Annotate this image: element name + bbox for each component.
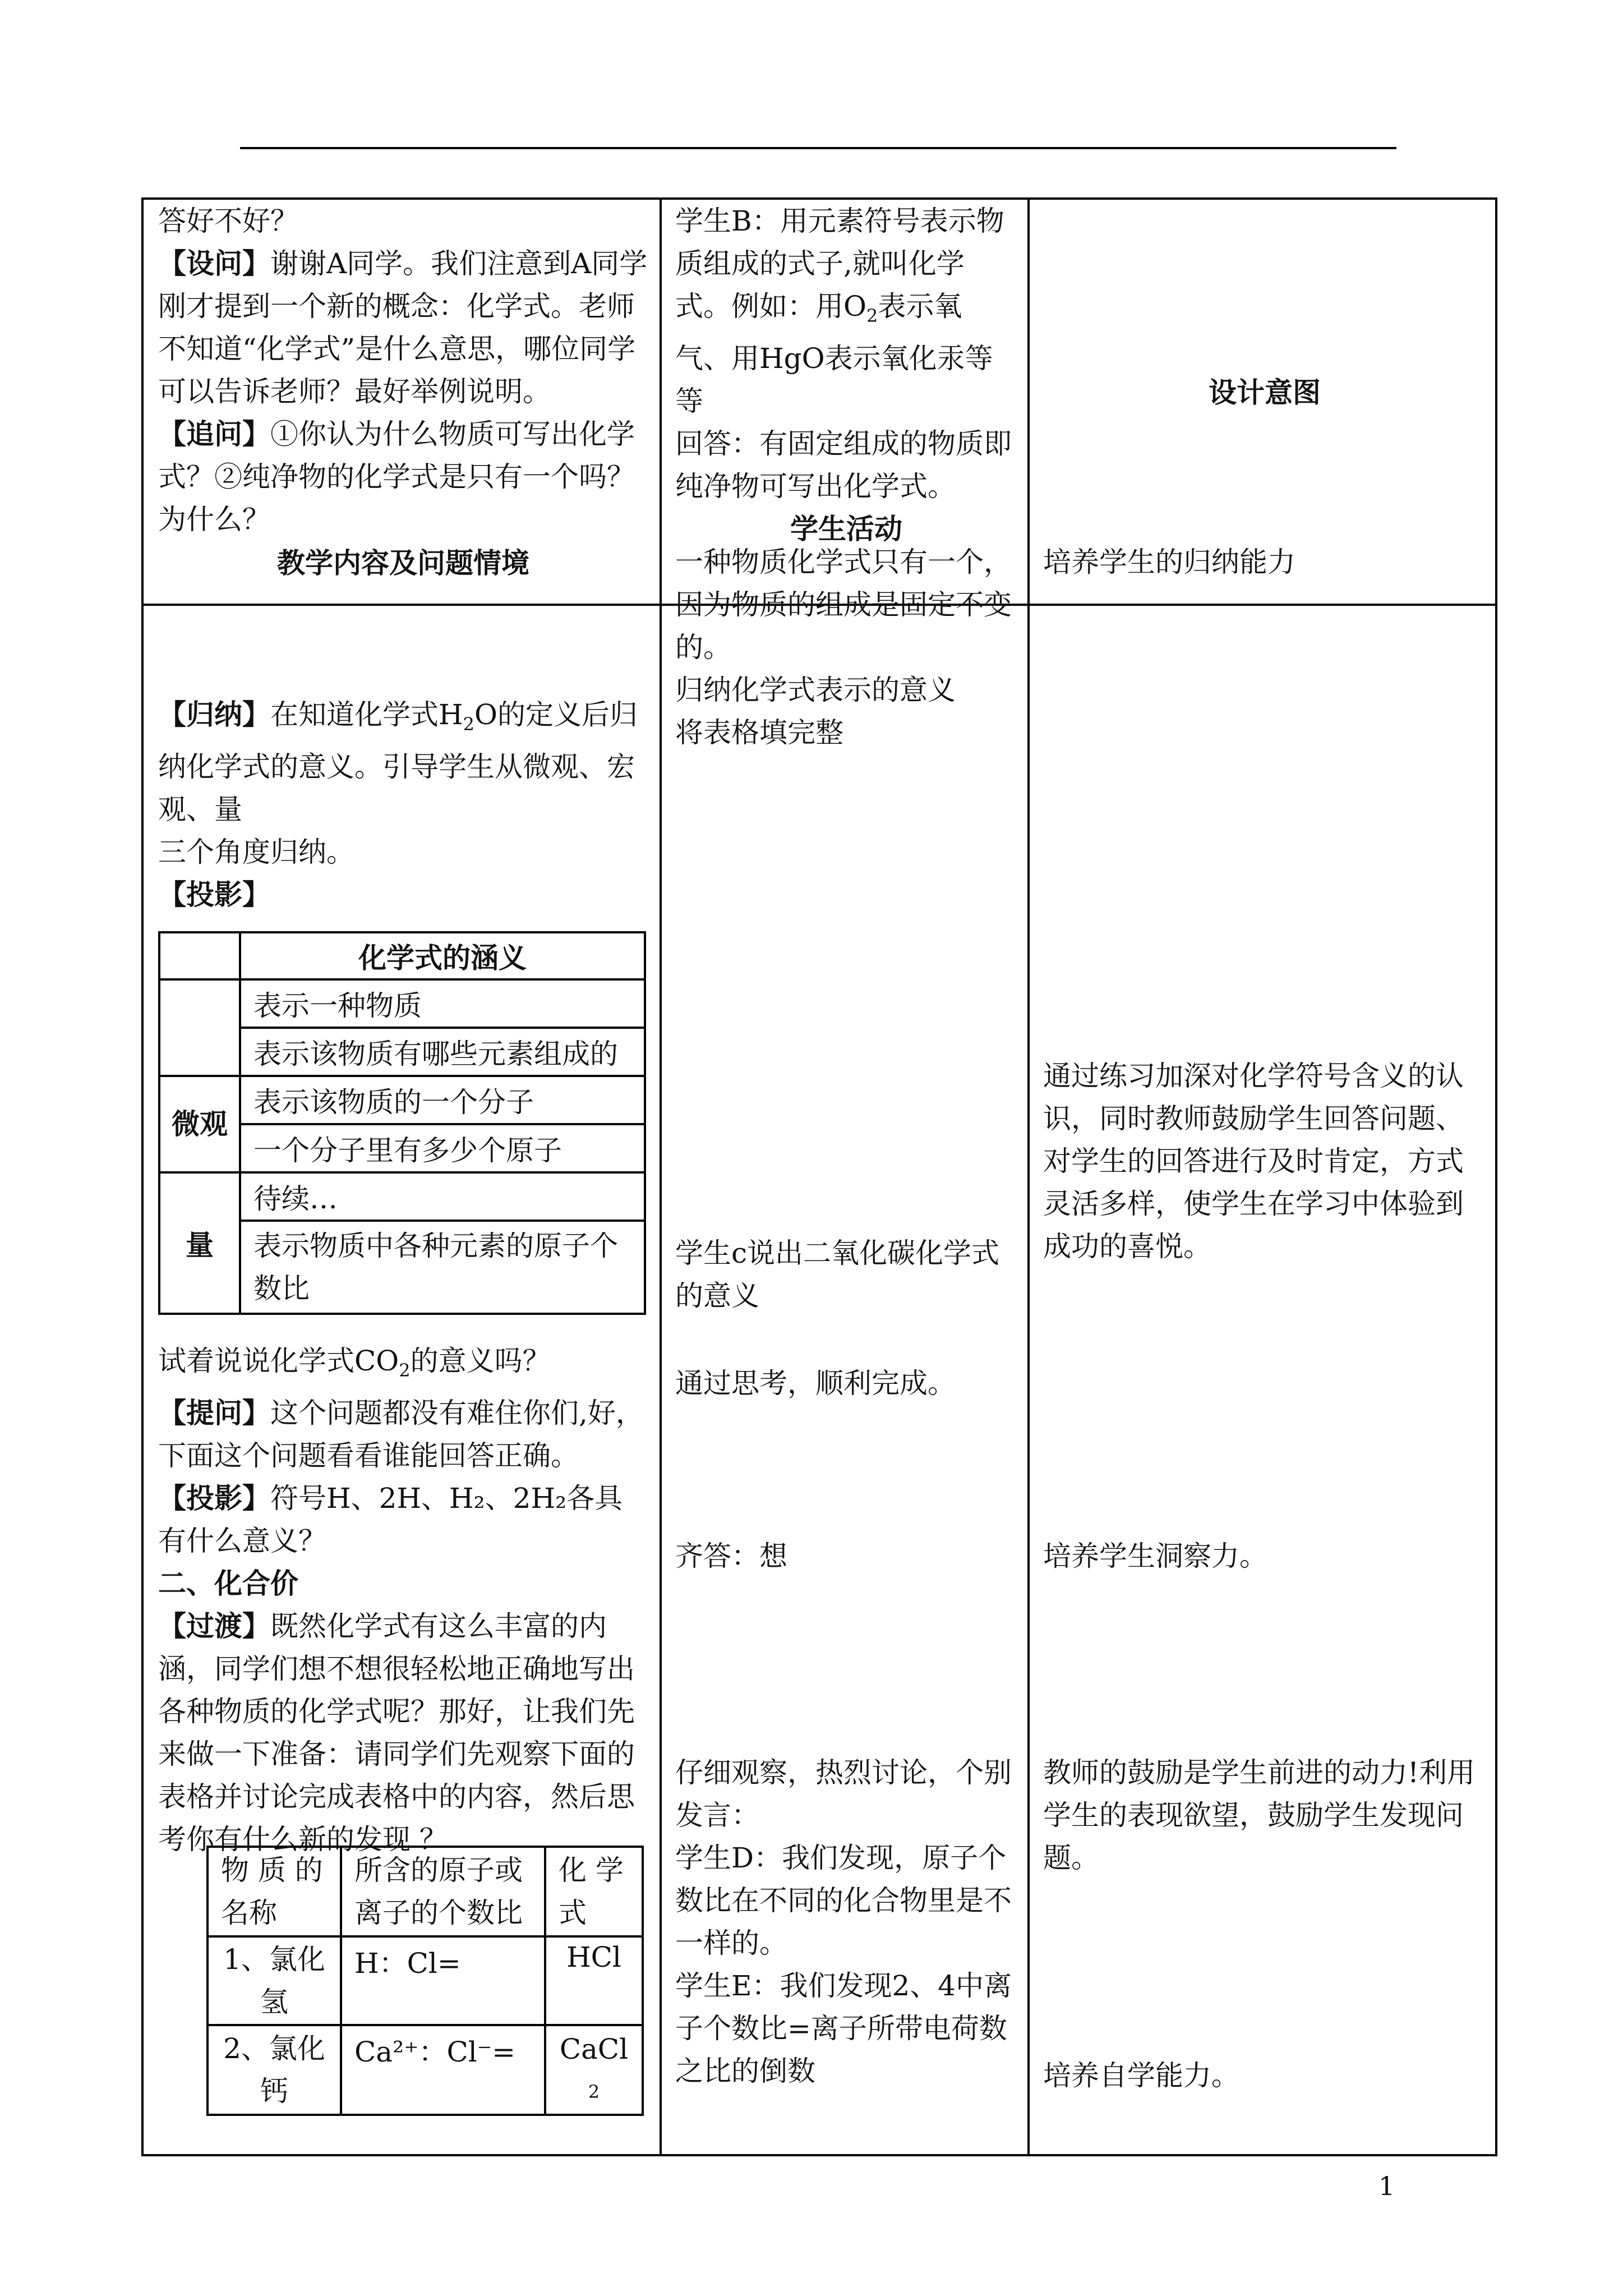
activity-block-3 <box>675 1751 1017 2092</box>
header-content: 教学内容及问题情境 <box>277 546 529 579</box>
text-p6: 试着说说化学式$CO_2$的意义吗？ <box>158 1345 551 1381</box>
meaning-row-1: 表示一种物质 <box>240 979 645 1028</box>
text-p7: 【提问】这个问题都没有难住你们,好，下面这个问题看看谁能回答正确。 <box>158 1396 644 1472</box>
text-p3: 【追问】①你认为什么物质可写出化学式？②纯净物的化学式是只有一个吗？为什么？ <box>158 417 635 536</box>
ratio-header-name: 物 质 的名称 <box>208 1847 341 1936</box>
text-p5: 【投影】 <box>158 878 270 911</box>
answer-7: 通过思考，顺利完成。 <box>675 1367 956 1400</box>
teaching-content-column <box>158 200 648 585</box>
induction-block <box>158 693 648 916</box>
ratio-row-1-formula: HCl <box>545 1936 643 2025</box>
ratio-row-2-ratio: Ca²⁺：Cl⁻= <box>341 2025 545 2115</box>
meaning-row-3: 表示该物质的一个分子 <box>240 1076 645 1124</box>
section-heading: 二、化合价 <box>158 1567 298 1600</box>
page-number: 1 <box>1378 2171 1395 2201</box>
meaning-table-header: 化学式的涵义 <box>240 932 645 979</box>
ratio-row-2-name: 2、氯化钙 <box>208 2025 341 2115</box>
answer-5: 将表格填完整 <box>675 716 843 749</box>
student-activity-column <box>675 200 1017 550</box>
text-p2: 【设问】谢谢A同学。我们注意到A同学刚才提到一个新的概念：化学式。老师不知道“化学式”是什么意思，哪位同学可以告诉老师？最好举例说明。 <box>158 247 648 408</box>
header-rule <box>240 147 1396 149</box>
ratio-row-1-ratio: H：Cl= <box>341 1936 545 2025</box>
meaning-row-4: 一个分子里有多少个原子 <box>240 1124 645 1172</box>
answer-8: 齐答：想 <box>675 1540 787 1572</box>
answer-3: 一种物质化学式只有一个，因为物质的组成是固定不变的。 <box>675 546 1012 664</box>
ratio-row-1-name: 1、氯化氢 <box>208 1936 341 2025</box>
ratio-header-formula: 化 学式 <box>545 1847 643 1936</box>
answer-6: 学生c说出二氧化碳化学式的意义 <box>675 1237 1000 1312</box>
column-divider-2 <box>1027 197 1030 2156</box>
activity-block-2 <box>675 541 1017 754</box>
answer-b: 学生B：用元素符号表示物质组成的式子,就叫化学式。例如：用$O_2$表示氧气、用HgO表示氧化汞等等 <box>675 205 1004 417</box>
intent-2: 通过练习加深对化学符号含义的认识，同时教师鼓励学生回答问题、对学生的回答进行及时肯定，方式灵活多样，使学生在学习中体验到成功的喜悦。 <box>1043 1060 1464 1263</box>
meaning-row-6: 表示物质中各种元素的原子个数比 <box>240 1221 645 1314</box>
answer-10: 学生D：我们发现，原子个数比在不同的化合物里是不一样的。 <box>675 1842 1012 1959</box>
group-micro: 微观 <box>159 1076 240 1172</box>
text-p4: 【归纳】在知道化学式$H_2O$的定义后归纳化学式的意义。引导学生从微观、宏观、量 <box>158 698 638 826</box>
text-p8: 【投影】符号H、2H、H₂、2H₂各具有什么意义？ <box>158 1481 623 1557</box>
group-quantity: 量 <box>159 1172 240 1314</box>
intent-3: 培养学生洞察力。 <box>1043 1540 1267 1572</box>
answer-9: 仔细观察，热烈讨论，个别发言： <box>675 1756 1012 1832</box>
text-p9: 【过渡】既然化学式有这么丰富的内涵，同学们想不想很轻松地正确地写出各种物质的化学式呢？那好，让我们先来做一下准备：请同学们先观察下面的表格并讨论完成表格中的内容，然后思考你有什么新的发现 ？ <box>158 1609 635 1856</box>
header-intent: 设计意图 <box>1209 376 1321 409</box>
text-p4c: 三个角度归纳。 <box>158 836 354 868</box>
questions-block <box>158 1340 648 1861</box>
text-p1: 答好不好？ <box>158 205 298 237</box>
column-divider-1 <box>660 197 662 2156</box>
meaning-row-2: 表示该物质有哪些元素组成的 <box>240 1028 645 1076</box>
header-activity: 学生活动 <box>790 512 902 545</box>
ratio-header-ratio: 所含的原子或离子的个数比 <box>341 1847 545 1936</box>
answer-11: 学生E：我们发现2、4中离子个数比=离子所带电荷数之比的倒数 <box>675 1970 1012 2087</box>
intent-4: 教师的鼓励是学生前进的动力!利用学生的表现欲望，鼓励学生发现问题。 <box>1043 1756 1476 1874</box>
intent-5: 培养自学能力。 <box>1043 2059 1239 2092</box>
answer-4: 归纳化学式表示的意义 <box>675 674 956 706</box>
meaning-row-5: 待续… <box>240 1172 645 1221</box>
ratio-row-2-formula: CaCl 2 <box>545 2025 643 2115</box>
intent-1: 培养学生的归纳能力 <box>1043 546 1295 578</box>
meaning-table <box>158 931 646 1315</box>
ratio-table <box>206 1846 644 2116</box>
answer-2: 回答：有固定组成的物质即纯净物可写出化学式。 <box>675 427 1012 503</box>
